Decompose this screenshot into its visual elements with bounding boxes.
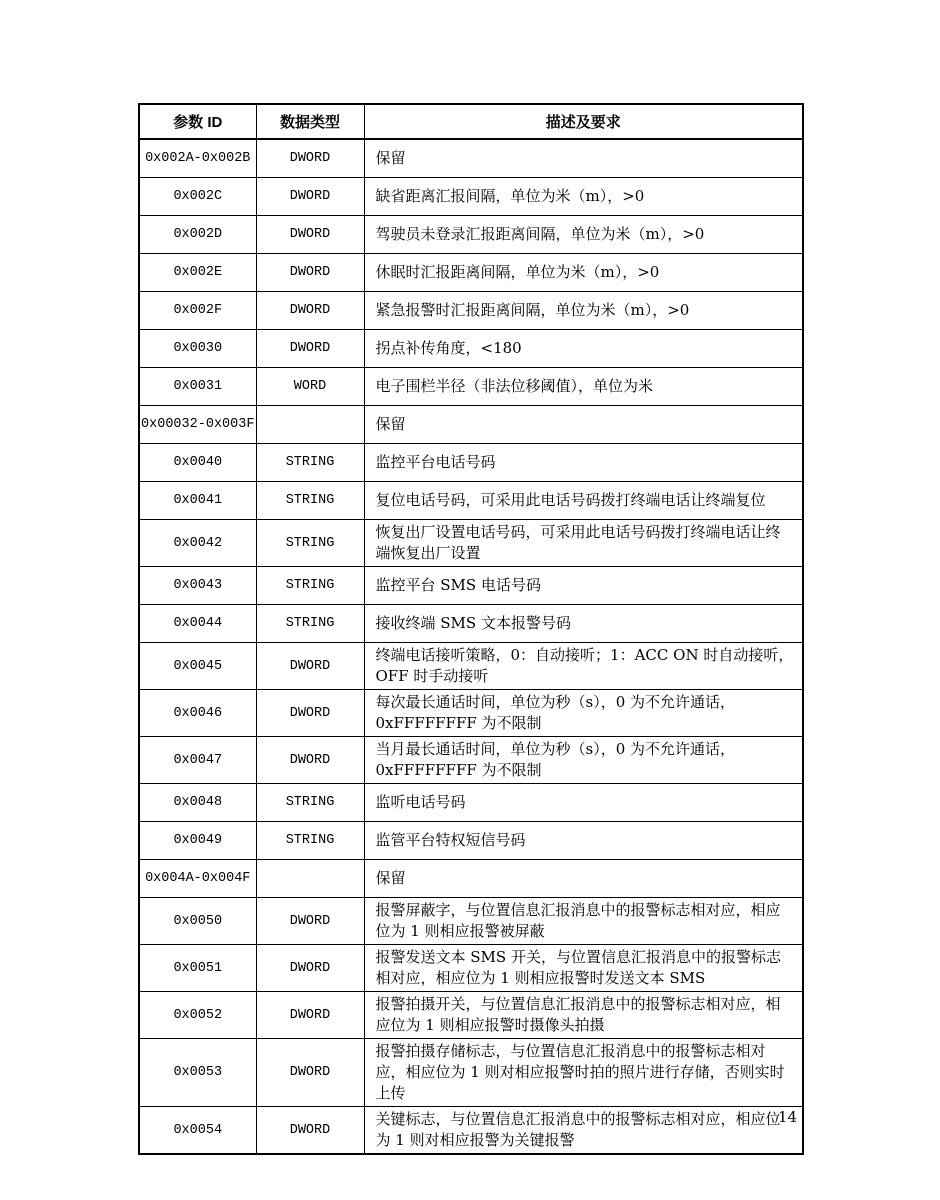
param-id-cell: 0x0051 [139, 945, 256, 992]
param-id-cell: 0x0054 [139, 1107, 256, 1155]
data-type-cell: DWORD [256, 178, 364, 216]
table-row [139, 139, 803, 178]
description-cell: 监控平台电话号码 [364, 444, 803, 482]
description-cell: 报警发送文本 SMS 开关，与位置信息汇报消息中的报警标志相对应，相应位为 1 则相应报警时发送文本 SMS [364, 945, 803, 992]
table-row [139, 860, 803, 898]
data-type-cell: DWORD [256, 216, 364, 254]
table-row [139, 444, 803, 482]
data-type-cell: STRING [256, 520, 364, 567]
param-id-cell: 0x0053 [139, 1039, 256, 1107]
data-type-cell [256, 860, 364, 898]
data-type-cell: STRING [256, 822, 364, 860]
param-id-cell: 0x004A-0x004F [139, 860, 256, 898]
column-header-description: 描述及要求 [364, 104, 803, 139]
description-cell: 关键标志，与位置信息汇报消息中的报警标志相对应，相应位为 1 则对相应报警为关键报警 [364, 1107, 803, 1155]
table-row [139, 1039, 803, 1107]
data-type-cell: DWORD [256, 737, 364, 784]
data-type-cell: DWORD [256, 139, 364, 178]
param-id-cell: 0x0031 [139, 368, 256, 406]
data-type-cell: DWORD [256, 898, 364, 945]
description-cell: 接收终端 SMS 文本报警号码 [364, 605, 803, 643]
table-row [139, 822, 803, 860]
column-header-param-id: 参数 ID [139, 104, 256, 139]
table-row [139, 690, 803, 737]
data-type-cell: STRING [256, 605, 364, 643]
param-id-cell: 0x0048 [139, 784, 256, 822]
description-cell: 电子围栏半径（非法位移阈值），单位为米 [364, 368, 803, 406]
param-id-cell: 0x0052 [139, 992, 256, 1039]
param-id-cell: 0x002F [139, 292, 256, 330]
description-cell: 报警屏蔽字，与位置信息汇报消息中的报警标志相对应，相应位为 1 则相应报警被屏蔽 [364, 898, 803, 945]
description-cell: 复位电话号码，可采用此电话号码拨打终端电话让终端复位 [364, 482, 803, 520]
description-cell: 每次最长通话时间，单位为秒（s），0 为不允许通话，0xFFFFFFFF 为不限制 [364, 690, 803, 737]
description-cell: 终端电话接听策略，0：自动接听；1：ACC ON 时自动接听，OFF 时手动接听 [364, 643, 803, 690]
table-row [139, 737, 803, 784]
data-type-cell: DWORD [256, 254, 364, 292]
data-type-cell: STRING [256, 444, 364, 482]
param-id-cell: 0x0041 [139, 482, 256, 520]
param-id-cell: 0x002C [139, 178, 256, 216]
data-type-cell: DWORD [256, 992, 364, 1039]
description-cell: 当月最长通话时间，单位为秒（s），0 为不允许通话，0xFFFFFFFF 为不限制 [364, 737, 803, 784]
table-header-row [139, 104, 803, 139]
data-type-cell [256, 406, 364, 444]
description-cell: 紧急报警时汇报距离间隔，单位为米（m），>0 [364, 292, 803, 330]
param-id-cell: 0x002E [139, 254, 256, 292]
table-row [139, 643, 803, 690]
table-row [139, 605, 803, 643]
table-row [139, 482, 803, 520]
data-type-cell: DWORD [256, 945, 364, 992]
description-cell: 拐点补传角度，<180 [364, 330, 803, 368]
table-row [139, 178, 803, 216]
param-id-cell: 0x0046 [139, 690, 256, 737]
table-row [139, 368, 803, 406]
data-type-cell: DWORD [256, 1039, 364, 1107]
description-cell: 缺省距离汇报间隔，单位为米（m），>0 [364, 178, 803, 216]
table-row [139, 216, 803, 254]
page-number: 14 [778, 1108, 798, 1126]
data-type-cell: DWORD [256, 330, 364, 368]
param-id-cell: 0x0049 [139, 822, 256, 860]
table-row [139, 784, 803, 822]
description-cell: 休眠时汇报距离间隔，单位为米（m），>0 [364, 254, 803, 292]
description-cell: 保留 [364, 406, 803, 444]
param-id-cell: 0x0045 [139, 643, 256, 690]
param-id-cell: 0x0050 [139, 898, 256, 945]
param-id-cell: 0x00032-0x003F [139, 406, 256, 444]
description-cell: 监听电话号码 [364, 784, 803, 822]
table-row [139, 406, 803, 444]
param-id-cell: 0x0030 [139, 330, 256, 368]
param-id-cell: 0x0044 [139, 605, 256, 643]
description-cell: 监控平台 SMS 电话号码 [364, 567, 803, 605]
table-row [139, 1107, 803, 1155]
param-id-cell: 0x0043 [139, 567, 256, 605]
table-row [139, 898, 803, 945]
description-cell: 保留 [364, 860, 803, 898]
column-header-data-type: 数据类型 [256, 104, 364, 139]
param-id-cell: 0x0042 [139, 520, 256, 567]
parameter-table [138, 103, 804, 1155]
data-type-cell: WORD [256, 368, 364, 406]
param-id-cell: 0x0040 [139, 444, 256, 482]
data-type-cell: STRING [256, 482, 364, 520]
param-id-cell: 0x002D [139, 216, 256, 254]
description-cell: 保留 [364, 139, 803, 178]
param-id-cell: 0x002A-0x002B [139, 139, 256, 178]
data-type-cell: STRING [256, 784, 364, 822]
table-row [139, 520, 803, 567]
description-cell: 监管平台特权短信号码 [364, 822, 803, 860]
data-type-cell: DWORD [256, 643, 364, 690]
description-cell: 报警拍摄开关，与位置信息汇报消息中的报警标志相对应，相应位为 1 则相应报警时摄像头拍摄 [364, 992, 803, 1039]
description-cell: 报警拍摄存储标志，与位置信息汇报消息中的报警标志相对应，相应位为 1 则对相应报警时拍的照片进行存储，否则实时上传 [364, 1039, 803, 1107]
table-row [139, 992, 803, 1039]
data-type-cell: DWORD [256, 1107, 364, 1155]
description-cell: 驾驶员未登录汇报距离间隔，单位为米（m），>0 [364, 216, 803, 254]
table-row [139, 945, 803, 992]
table-body [139, 139, 803, 1154]
data-type-cell: DWORD [256, 292, 364, 330]
param-id-cell: 0x0047 [139, 737, 256, 784]
table-row [139, 330, 803, 368]
table-row [139, 292, 803, 330]
table-row [139, 567, 803, 605]
description-cell: 恢复出厂设置电话号码，可采用此电话号码拨打终端电话让终端恢复出厂设置 [364, 520, 803, 567]
data-type-cell: DWORD [256, 690, 364, 737]
table-row [139, 254, 803, 292]
data-type-cell: STRING [256, 567, 364, 605]
